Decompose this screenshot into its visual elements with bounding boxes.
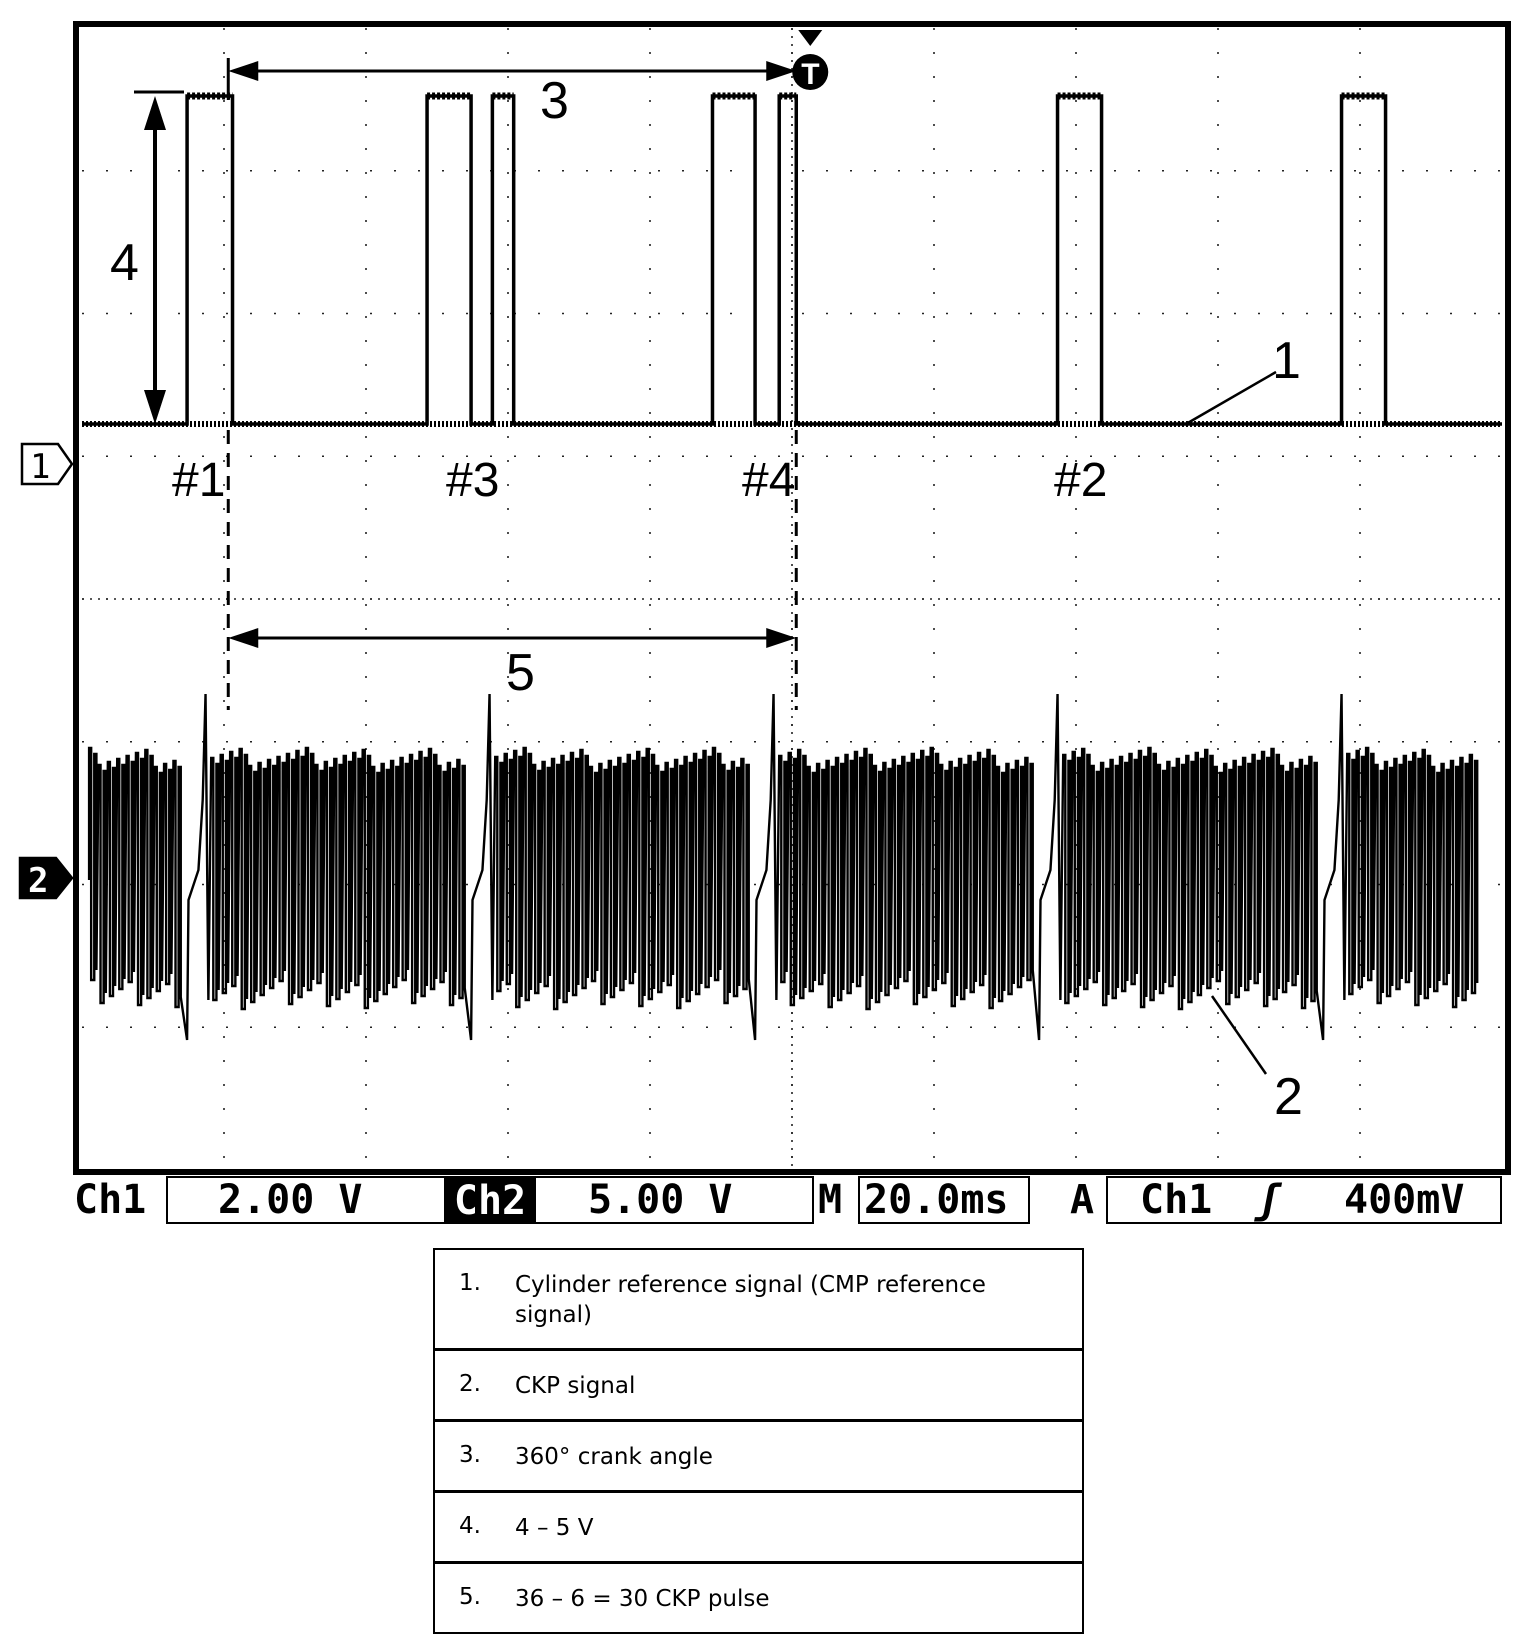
trigger-source: Ch1 (1140, 1177, 1213, 1223)
dimension-5-arrow-head-left (228, 628, 258, 648)
callout-1-leader (1186, 372, 1276, 424)
callout-5-label: 5 (506, 644, 535, 702)
legend-text: CKP signal (515, 1373, 636, 1399)
legend-number: 2. (459, 1371, 481, 1397)
legend-number: 5. (459, 1584, 481, 1610)
trigger-slope-icon: ʃ (1256, 1177, 1281, 1223)
trigger-level: 400mV (1344, 1177, 1465, 1223)
legend-row (435, 1564, 1082, 1632)
legend-text: 4 – 5 V (515, 1515, 594, 1541)
trigger-box (1106, 1176, 1502, 1224)
pulse-label: #2 (1054, 454, 1108, 507)
legend-row (435, 1351, 1082, 1422)
callout-1-label: 1 (1272, 332, 1301, 390)
trigger-label: A (1070, 1177, 1095, 1223)
legend-text: 36 – 6 = 30 CKP pulse (515, 1586, 770, 1612)
legend-number: 4. (459, 1513, 481, 1539)
legend-row (435, 1493, 1082, 1564)
graticule-grid (76, 24, 1508, 1172)
legend-number: 3. (459, 1442, 481, 1468)
ch1-label: Ch1 (74, 1177, 147, 1223)
callout-2-leader (1212, 996, 1266, 1074)
callout-4-label: 4 (110, 234, 139, 292)
legend-row (435, 1250, 1082, 1351)
time-scale: 20.0ms (858, 1176, 1030, 1224)
dimension-3-arrow-head-left (228, 61, 258, 81)
trigger-marker-label: T (801, 58, 820, 91)
ch2-ground-marker-label: 2 (28, 861, 49, 901)
legend-text: Cylinder reference signal (CMP reference signal) (515, 1272, 986, 1328)
callout-2-label: 2 (1274, 1068, 1303, 1126)
pulse-label: #3 (446, 454, 500, 507)
ch1-ground-marker-label: 1 (30, 447, 51, 487)
time-label: M (818, 1177, 843, 1223)
ch2-scale: 5.00 V (534, 1176, 814, 1224)
trigger-arrow-icon (798, 30, 822, 46)
ch2-trace (89, 694, 1477, 1040)
callout-3-label: 3 (540, 72, 569, 130)
legend-text: 360° crank angle (515, 1444, 713, 1470)
legend-number: 1. (459, 1270, 481, 1296)
dimension-4-head-bottom (144, 390, 166, 424)
ch1-scale: 2.00 V (166, 1176, 446, 1224)
pulse-label: #1 (172, 454, 226, 507)
legend-table (433, 1248, 1084, 1634)
ch2-label: Ch2 (446, 1176, 534, 1224)
dimension-4-head-top (144, 96, 166, 130)
legend-row (435, 1422, 1082, 1493)
pulse-label: #4 (742, 454, 796, 507)
